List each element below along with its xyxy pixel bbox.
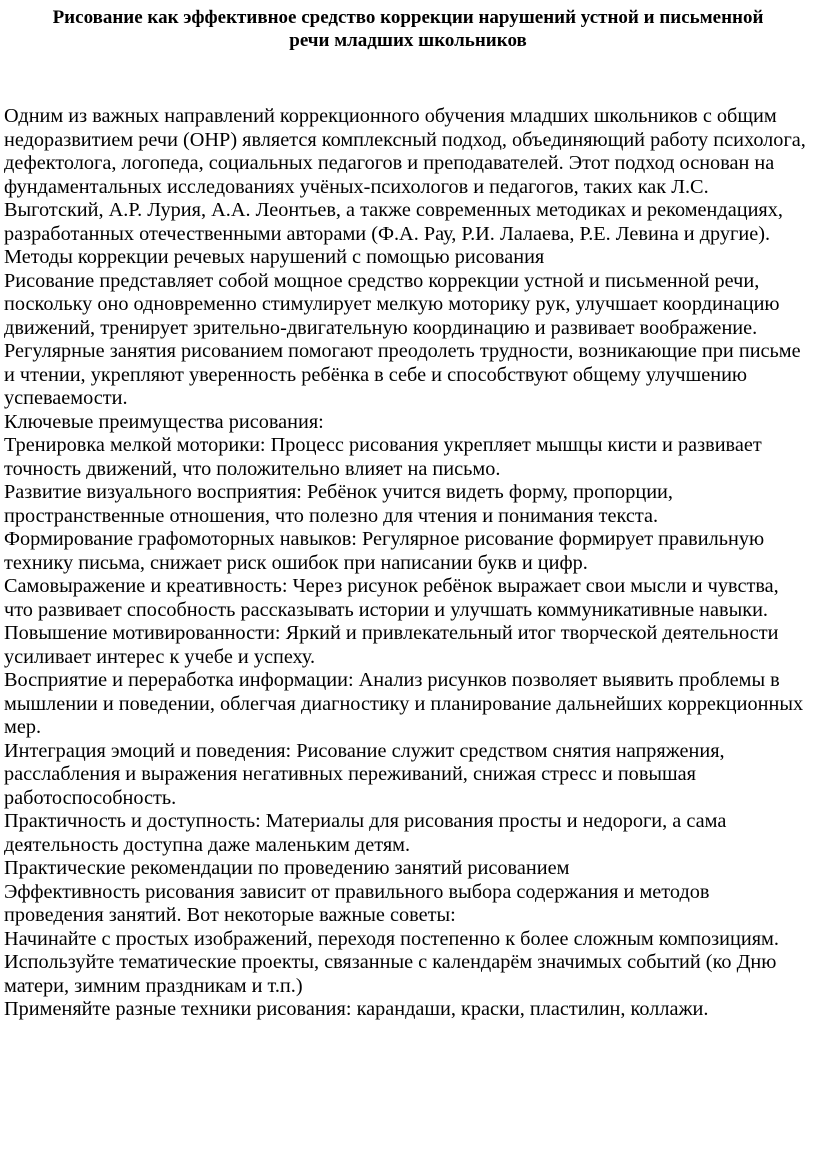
paragraph-heading-advantages: Ключевые преимущества рисования: — [4, 410, 324, 433]
paragraph-visual-perception: Развитие визуального восприятия: Ребёнок учится видеть форму, пропорции, пространственные отношения, что полезно для чтения и понимания текста. — [4, 481, 673, 527]
paragraph-effectiveness: Эффективность рисования зависит от правильного выбора содержания и методов проведения занятий. Вот некоторые важные советы: — [4, 880, 710, 926]
paragraph-information-processing: Восприятие и переработка информации: Анализ рисунков позволяет выявить проблемы в мышлении и поведении, облегчая диагностику и планирование дальнейших коррекционных мер. — [4, 669, 804, 738]
document-title: Рисование как эффективное средство коррекции нарушений устной и письменной речи младших школьников — [52, 7, 764, 51]
paragraph-fine-motor: Тренировка мелкой моторики: Процесс рисования укрепляет мышцы кисти и развивает точность движений, что положительно влияет на письмо. — [4, 434, 762, 480]
paragraph-self-expression: Самовыражение и креативность: Через рисунок ребёнок выражает свои мысли и чувства, что развивает способность рассказывать истории и улучшать коммуникативные навыки. — [4, 575, 779, 621]
paragraph-motivation: Повышение мотивированности: Яркий и привлекательный итог творческой деятельности усиливает интерес к учебе и успеху. — [4, 622, 779, 668]
paragraph-practicality: Практичность и доступность: Материалы для рисования просты и недороги, а сама деятельность доступна даже маленьким детям. — [4, 810, 727, 856]
paragraph-graphomotor: Формирование графомоторных навыков: Регулярное рисование формирует правильную технику письма, снижает риск ошибок при написании букв и цифр. — [4, 528, 765, 574]
document-body — [4, 105, 812, 1022]
paragraph-drawing-description: Рисование представляет собой мощное средство коррекции устной и письменной речи, поскольку оно одновременно стимулирует мелкую моторику рук, улучшает координацию движений, тренирует зрительно-двигательную координацию и развивает воображение. Регулярные занятия рисованием помогают преодолеть трудности, возникающие при письме и чтении, укрепляют уверенность ребёнка в себе и способствуют общему улучшению успеваемости. — [4, 269, 801, 409]
paragraph-emotions: Интеграция эмоций и поведения: Рисование служит средством снятия напряжения, расслабления и выражения негативных переживаний, снижая стресс и повышая работоспособность. — [4, 739, 725, 809]
paragraph-intro: Одним из важных направлений коррекционного обучения младших школьников с общим недоразвитием речи (ОНР) является комплексный подход, объединяющий работу психолога, дефектолога, логопеда, социальных педагогов и преподавателей. Этот подход основан на фундаментальных исследованиях учёных-психологов и педагогов, таких как Л.С. Выготский, А.Р. Лурия, А.А. Леонтьев, а также современных методиках и рекомендациях, разработанных отечественными авторами (Ф.А. Рау, Р.И. Лалаева, Р.Е. Левина и другие). — [4, 105, 806, 245]
paragraph-tip-techniques: Применяйте разные техники рисования: карандаши, краски, пластилин, коллажи. — [4, 998, 709, 1020]
paragraph-tip-thematic: Используйте тематические проекты, связанные с календарём значимых событий (ко Дню матери, зимним праздникам и т.п.) — [4, 951, 777, 997]
paragraph-tip-simple: Начинайте с простых изображений, переходя постепенно к более сложным композициям. — [4, 927, 779, 950]
paragraph-heading-recommendations: Практические рекомендации по проведению занятий рисованием — [4, 857, 570, 879]
paragraph-heading-methods: Методы коррекции речевых нарушений с помощью рисования — [4, 246, 545, 268]
